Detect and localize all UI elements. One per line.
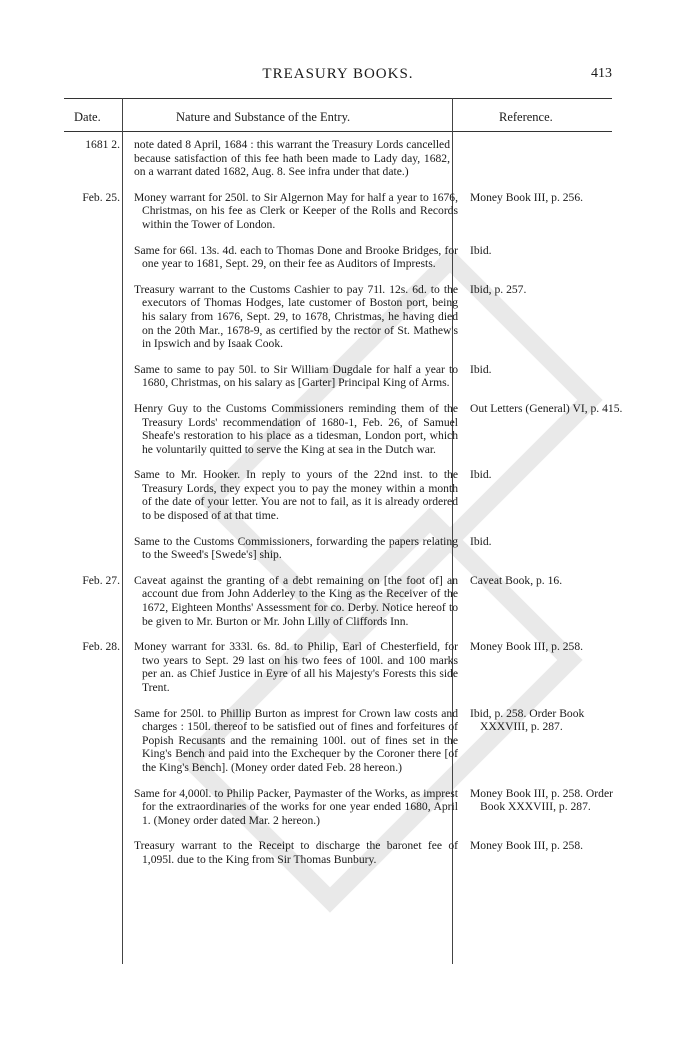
entry-row xyxy=(64,839,612,866)
entry-row xyxy=(64,138,612,179)
entry-nature: Money warrant for 333l. 6s. 8d. to Philip, Earl of Chesterfield, for two years to Sept. 29 last on his two fees of 100l. and 100 marks per an. as Chief Justice in Eyre of all his Majesty's Forests this side Trent. xyxy=(134,640,458,694)
entry-date xyxy=(64,707,130,775)
entry-nature: Treasury warrant to the Receipt to discharge the baronet fee of 1,095l. due to the King from Sir Thomas Bunbury. xyxy=(134,839,458,866)
entry-row xyxy=(64,283,612,351)
entry-nature: Same to the Customs Commissioners, forwarding the papers relating to the Sweed's [Swede's] ship. xyxy=(134,534,458,562)
running-title: TREASURY BOOKS. xyxy=(262,66,414,82)
entry-nature: Henry Guy to the Customs Commissioners reminding them of the Treasury Lords' recommendation of 1680-1, Feb. 26, of Samuel Sheafe's restoration to his place as a tidesman, London port, which he voluntarily quitted to serve the King at sea in the Dutch war. xyxy=(134,401,458,456)
entry-reference: Caveat Book, p. 16. xyxy=(470,573,563,587)
entry-row xyxy=(64,707,612,775)
entry-date: 1681 2. xyxy=(85,138,120,151)
entry-reference: Ibid. xyxy=(470,362,492,376)
entry-date: Feb. 27. xyxy=(82,573,120,587)
entry-reference xyxy=(462,138,622,179)
entry-date xyxy=(64,363,130,390)
entry-nature: Treasury warrant to the Customs Cashier to pay 71l. 12s. 6d. to the executors of Thomas Hodges, late customer of Boston port, being his salary from 1676, Sept. 29, to 1678, Christmas, he having died on the 20th Mar., 1678-9, as certified by the rector of St. Mathew's in Ipswich and by Isaak Cook. xyxy=(134,282,458,351)
entry-date xyxy=(64,787,130,828)
entry-nature: note dated 8 April, 1684 : this warrant the Treasury Lords cancelled because satisfaction of this fee hath been made to Lady day, 1682, on a warrant dated 1682, Aug. 8. See infra under that date.) xyxy=(134,138,450,179)
entry-nature: Same for 4,000l. to Philip Packer, Paymaster of the Works, as imprest for the extraordinaries of the works for one year ended 1680, April 1. (Money order dated Mar. 2 hereon.) xyxy=(134,786,458,827)
entry-reference: Money Book III, p. 256. xyxy=(470,190,584,204)
entry-reference: Ibid. xyxy=(470,534,492,548)
entry-row xyxy=(64,787,612,828)
entry-row xyxy=(64,401,623,456)
entries-table xyxy=(64,138,623,879)
page-header xyxy=(64,66,612,86)
entry-reference: Out Letters (General) VI, p. 415. xyxy=(470,401,623,415)
entry-date xyxy=(64,402,130,456)
entry-nature: Money warrant for 250l. to Sir Algernon May for half a year to 1676, Christmas, on his fee as Clerk or Keeper of the Rolls and Records within the Tower of London. xyxy=(134,190,458,231)
entry-date xyxy=(64,244,130,271)
entry-nature: Caveat against the granting of a debt remaining on [the foot of] an account due from John Adderley to the King as the Receiver of the 1672, Eighteen Months' Assessment for co. Derby. Notice hereof to be given to Mr. Burton or Mr. John Lilly of Cliffords Inn. xyxy=(134,573,458,628)
entry-nature: Same to same to pay 50l. to Sir William Dugdale for half a year to 1680, Christmas, on his salary as [Garter] Principal King of Arms. xyxy=(134,362,458,390)
entry-reference: Ibid. xyxy=(470,243,492,257)
column-header-nature: Nature and Substance of the Entry. xyxy=(176,110,351,124)
entry-date: Feb. 25. xyxy=(82,190,120,204)
entry-nature: Same for 250l. to Phillip Burton as imprest for Crown law costs and charges : 150l. thereof to be satisfied out of fines and forfeitures of Popish Recusants and the remaining 100l. out of fines set in the King's Bench and paid into the Exchequer by the Coroner there [of the King's Bench]. (Money order dated Feb. 28 hereon.) xyxy=(134,706,458,774)
entry-nature: Same to Mr. Hooker. In reply to yours of the 22nd inst. to the Treasury Lords, they expect you to pay the money within a month of the date of your letter. You are not to fail, as it is already ordered to be disposed of at that time. xyxy=(134,468,458,523)
header-rule-top xyxy=(64,98,612,99)
column-header-date: Date. xyxy=(74,110,101,124)
entry-date xyxy=(64,283,130,351)
entry-reference: Ibid, p. 258. Order Book XXXVIII, p. 287. xyxy=(470,706,585,734)
entry-reference: Money Book III, p. 258. Order Book XXXVIII, p. 287. xyxy=(470,786,613,814)
entry-date: Feb. 28. xyxy=(82,640,120,654)
entry-reference: Money Book III, p. 258. xyxy=(470,839,584,853)
header-rule-bottom xyxy=(64,131,612,132)
entry-date xyxy=(64,535,130,562)
entry-row xyxy=(64,640,612,694)
entry-row xyxy=(64,191,612,232)
entry-nature: Same for 66l. 13s. 4d. each to Thomas Done and Brooke Bridges, for one year to 1681, Sept. 29, on their fee as Auditors of Imprests. xyxy=(134,243,458,271)
entry-row xyxy=(64,468,612,522)
page-number: 413 xyxy=(591,66,612,81)
entry-reference: Ibid, p. 257. xyxy=(470,282,527,296)
column-header-reference: Reference. xyxy=(499,110,553,124)
entry-row xyxy=(64,535,612,562)
entry-row xyxy=(64,244,612,271)
entry-row xyxy=(64,574,612,628)
entry-date xyxy=(64,839,130,866)
entry-date xyxy=(64,468,130,522)
entry-reference: Ibid. xyxy=(470,468,492,482)
entry-reference: Money Book III, p. 258. xyxy=(470,640,584,654)
entry-row xyxy=(64,363,612,390)
